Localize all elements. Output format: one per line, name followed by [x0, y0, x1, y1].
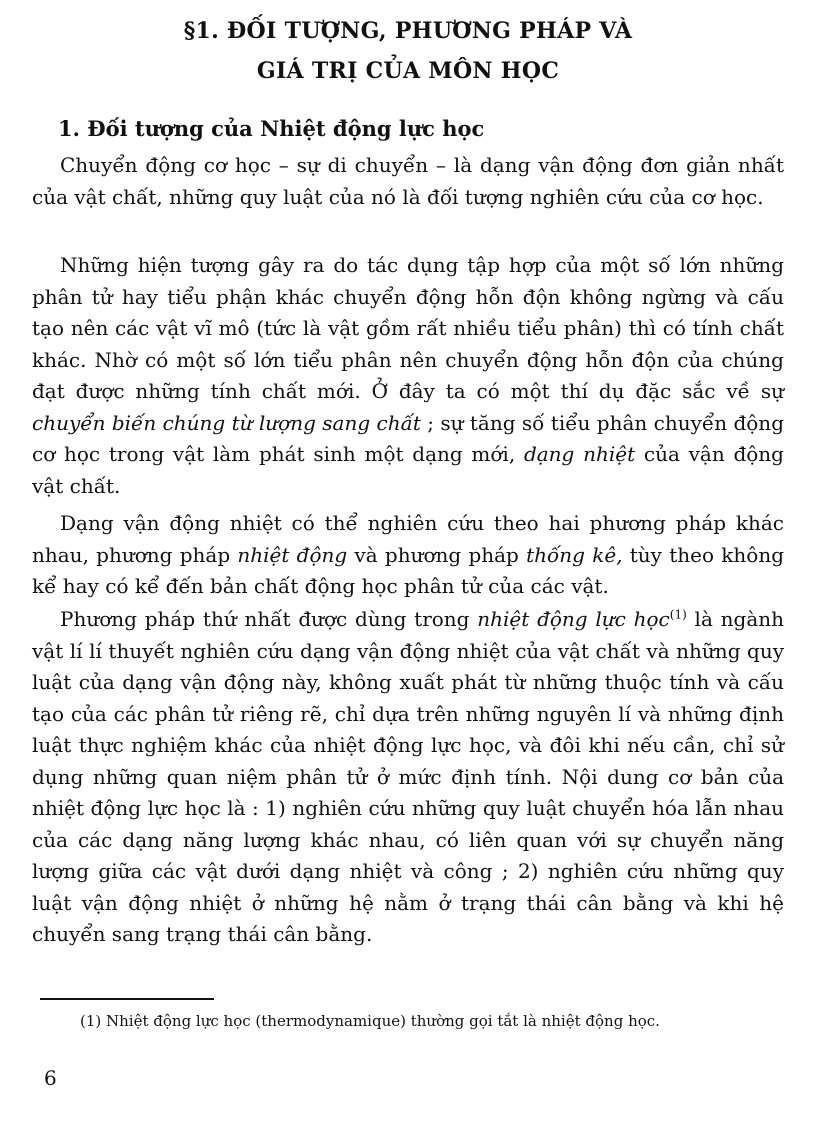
paragraph-3-emphasis-2: thống kê,: [526, 542, 623, 567]
paragraph-2-emphasis-1: chuyển biến chúng từ lượng sang chất: [32, 410, 421, 435]
footnote: (1) Nhiệt động lực học (thermodynamique) thường gọi tắt là nhiệt động học.: [80, 1012, 660, 1030]
paragraph-4-text-2: là ngành vật lí lí thuyết nghiên cứu dạng vận động nhiệt của vật chất và những quy luật của dạng vận động này, không xuất phát từ những thuộc tính và cấu tạo của các phân tử riêng rẽ, chỉ dựa trên những nguyên lí và những định luật thực nghiệm khác của nhiệt động lực học, và đôi khi nếu cần, chỉ sử dụng những quan niệm phân tử ở mức định tính. Nội dung cơ bản của nhiệt động lực học là : 1) nghiên cứu những quy luật chuyển hóa lẫn nhau của các dạng năng lượng khác nhau, có liên quan với sự chuyển năng lượng giữa các vật dưới dạng nhiệt và công ; 2) nghiên cứu những quy luật vận động nhiệt ở những hệ nằm ở trạng thái cân bằng và khi hệ chuyển sang trạng thái cân bằng.: [32, 607, 785, 946]
chapter-title-line-2: GIÁ TRỊ CỦA MÔN HỌC: [256, 58, 560, 84]
paragraph-2-text-3: của vận động vật chất.: [32, 442, 784, 498]
footnote-reference[interactable]: (1): [669, 607, 687, 622]
paragraph-2-text: Những hiện tượng gây ra do tác dụng tập hợp của một số lớn những phân tử hay tiểu phận khác chuyển động hỗn độn không ngừng và cấu tạo nên các vật vĩ mô (tức là vật gồm rất nhiều tiểu phân) thì có tính chất khác. Nhờ có một số lớn tiểu phân nên chuyển động hỗn độn của chúng đạt được những tính chất mới. Ở đây ta có một thí dụ đặc sắc về sự: [32, 253, 784, 403]
paragraph-3: [32, 508, 784, 603]
paragraph-4-emphasis: nhiệt động lực học: [477, 607, 670, 631]
paragraph-3-emphasis-1: nhiệt động: [237, 542, 348, 567]
paragraph-2-emphasis-2: dạng nhiệt: [523, 442, 636, 466]
paragraph-4-text: Phương pháp thứ nhất được dùng trong: [60, 607, 478, 631]
paragraph-2: [32, 250, 784, 502]
page-number: 6: [44, 1066, 57, 1090]
paragraph-4: [32, 604, 784, 951]
paragraph-2-text-2: ; sự tăng số tiểu phân chuyển động cơ học trong vật làm phát sinh một dạng mới,: [32, 410, 784, 466]
paragraph-3-text-3: tùy theo không kể hay có kể đến bản chất động học phân tử của các vật.: [32, 542, 784, 598]
chapter-title-line-1: §1. ĐỐI TƯỢNG, PHƯƠNG PHÁP VÀ: [183, 18, 633, 44]
paragraph-3-text: Dạng vận động nhiệt có thể nghiên cứu theo hai phương pháp khác nhau, phương pháp: [32, 511, 784, 567]
paragraph-1: [32, 150, 784, 213]
paragraph-3-text-2: và phương pháp: [347, 542, 527, 567]
paragraph-1-text: Chuyển động cơ học – sự di chuyển – là dạng vận động đơn giản nhất của vật chất, những quy luật của nó là đối tượng nghiên cứu của cơ học.: [32, 153, 784, 209]
footnote-divider: [40, 998, 214, 1000]
section-heading: 1. Đối tượng của Nhiệt động lực học: [58, 116, 485, 141]
